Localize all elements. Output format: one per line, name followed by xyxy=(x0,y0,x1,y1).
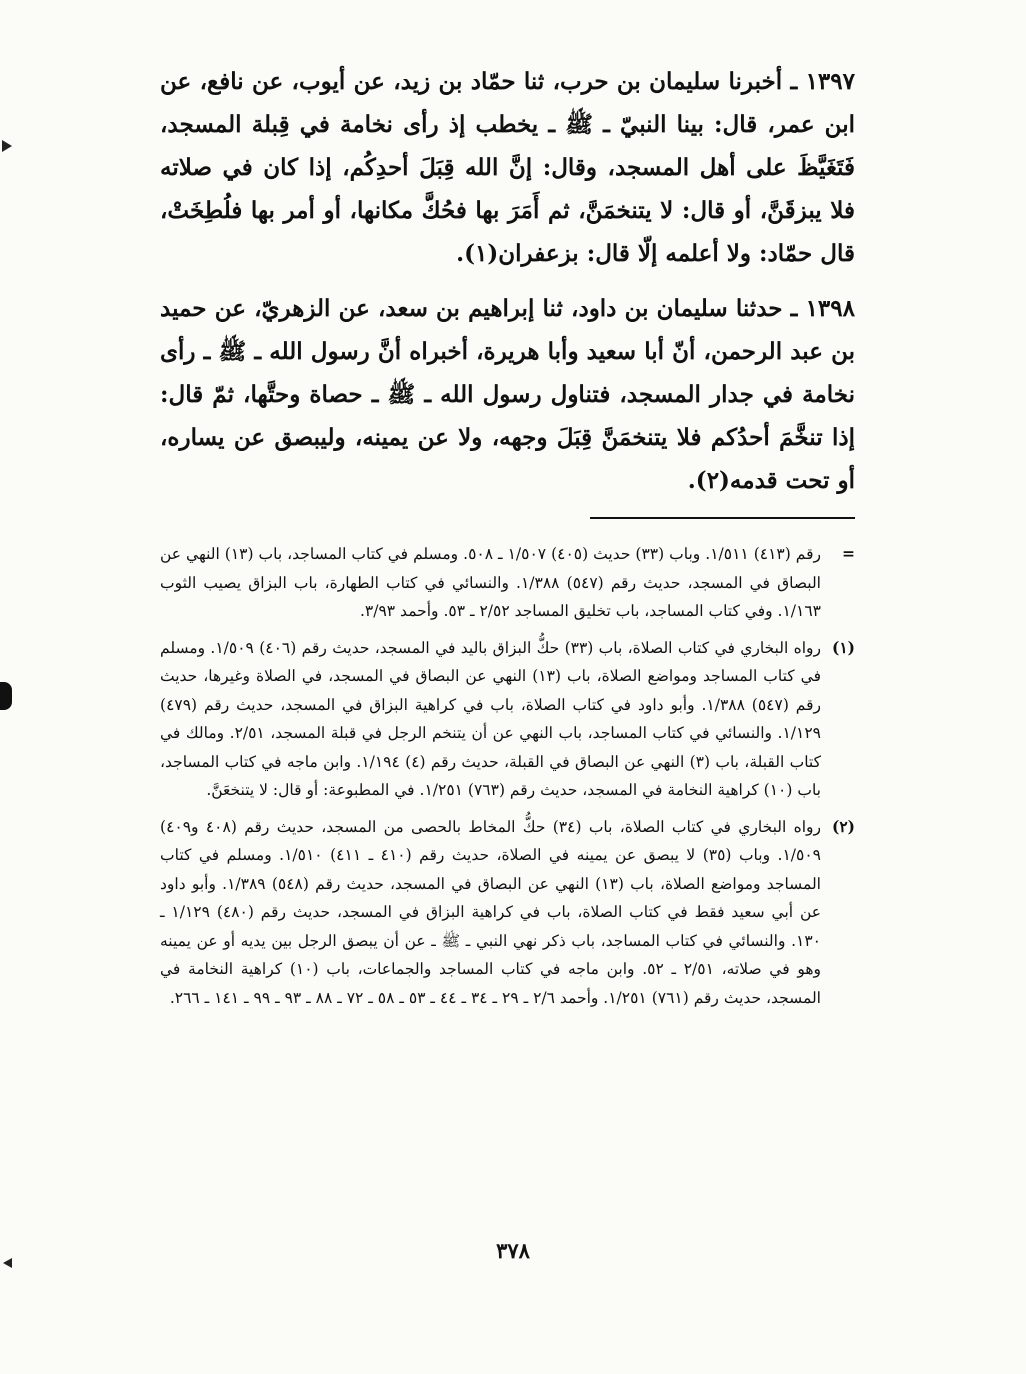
margin-tick-mark xyxy=(2,140,12,152)
footnote-mark: (١) xyxy=(831,637,855,657)
footnote-1 xyxy=(160,634,855,805)
hadith-1397: ١٣٩٧ ـ أخبرنا سليمان بن حرب، ثنا حمّاد بن زيد، عن أيوب، عن نافع، عن ابن عمر، قال: بينا النبيّ ـ ﷺ ـ يخطب إذ رأى نخامة في قِبلة المسجد، فَتَغَيَّظَ على أهل المسجد، وقال: إنَّ الله قِبَلَ أحدِكُم، إذا كان في صلاته فلا يبزقَنَّ، أو قال: لا يتنخمَنَّ، ثم أَمَرَ بها فحُكَّ مكانها، أو أمر بها فلُطِخَتْ، قال حمّاد: ولا أعلمه إلّا قال: بزعفران(١). xyxy=(160,68,855,267)
margin-punch-mark xyxy=(0,682,12,710)
hadith-1398: ١٣٩٨ ـ حدثنا سليمان بن داود، ثنا إبراهيم بن سعد، عن الزهريّ، عن حميد بن عبد الرحمن، أنّ أبا سعيد وأبا هريرة، أخبراه أنَّ رسول الله ـ ﷺ ـ رأى نخامة في جدار المسجد، فتناول رسول الله ـ ﷺ ـ حصاة وحتَّها، ثمّ قال: إذا تنخَّمَ أحدُكم فلا يتنخمَنَّ قِبَلَ وجهه، ولا عن يمينه، وليبصق عن يساره، أو تحت قدمه(٢). xyxy=(160,295,855,494)
footnote-continued xyxy=(160,540,855,626)
footnote-text: رواه البخاري في كتاب الصلاة، باب (٣٤) حكُّ المخاط بالحصى من المسجد، حديث رقم (٤٠٨ و٤٠٩) ١/٥٠٩. وباب (٣٥) لا يبصق عن يمينه في الصلاة، حديث رقم (٤١٠ ـ ٤١١) ١/٥١٠. ومسلم في كتاب المساجد ومواضع الصلاة، باب (١٣) النهي عن البصاق في المسجد، حديث رقم (٥٤٨) ١/٣٨٩. وأبو داود عن أبي سعيد فقط في كتاب الصلاة، باب في كراهية البزاق في المسجد، حديث رقم (٤٨٠) ١/١٢٩ ـ ١٣٠. والنسائي في كتاب المساجد، باب ذكر نهي النبي ـ ﷺ ـ عن أن يبصق الرجل بين يديه أو عن يمينه وهو في صلاته، ٢/٥١ ـ ٥٢. وابن ماجه في كتاب المساجد والجماعات، باب (١٠) كراهية النخامة في المسجد، حديث رقم (٧٦١) ١/٢٥١. وأحمد ٢/٦ ـ ٢٩ ـ ٣٤ ـ ٤٤ ـ ٥٣ ـ ٥٨ ـ ٧٢ ـ ٨٨ ـ ٩٣ ـ ٩٩ ـ ١٤١ ـ ٢٦٦. xyxy=(160,817,822,1007)
page-number: ٣٧٨ xyxy=(496,1238,530,1263)
main-text xyxy=(160,60,855,514)
footnote-mark: (٢) xyxy=(831,816,855,836)
footnotes xyxy=(160,540,855,1020)
footnote-text: رواه البخاري في كتاب الصلاة، باب (٣٣) حكُّ البزاق باليد في المسجد، حديث رقم (٤٠٦) ١/٥٠٩. ومسلم في كتاب المساجد ومواضع الصلاة، باب (١٣) النهي عن البصاق في المسجد، في الصلاة وغيرها، حديث رقم (٥٤٧) ١/٣٨٨. وأبو داود في كتاب الصلاة، باب في كراهية البزاق في المسجد، حديث رقم (٤٧٩) ١/١٢٩. والنسائي في كتاب المساجد، باب النهي عن أن يتنخم الرجل في قبلة المسجد، ٢/٥١. ومالك في كتاب القبلة، باب (٣) النهي عن البصاق في القبلة، حديث رقم (٤) ١/١٩٤. وابن ماجه في كتاب المساجد، باب (١٠) كراهية النخامة في المسجد، حديث رقم (٧٦٣) ١/٢٥١. في المطبوعة: أو قال: لا يتنخعَنَّ. xyxy=(160,638,822,799)
footnote-2 xyxy=(160,813,855,1013)
footnote-mark: = xyxy=(842,544,855,563)
footnote-text: رقم (٤١٣) ١/٥١١. وباب (٣٣) حديث (٤٠٥) ١/٥٠٧ ـ ٥٠٨. ومسلم في كتاب المساجد، باب (١٣) النهي عن البصاق في المسجد، حديث رقم (٥٤٧) ١/٣٨٨. والنسائي في كتاب الطهارة، باب البزاق يصيب الثوب ١/١٦٣. وفي كتاب المساجد، باب تخليق المساجد ٢/٥٢ ـ ٥٣. وأحمد ٣/٩٣. xyxy=(160,545,822,620)
